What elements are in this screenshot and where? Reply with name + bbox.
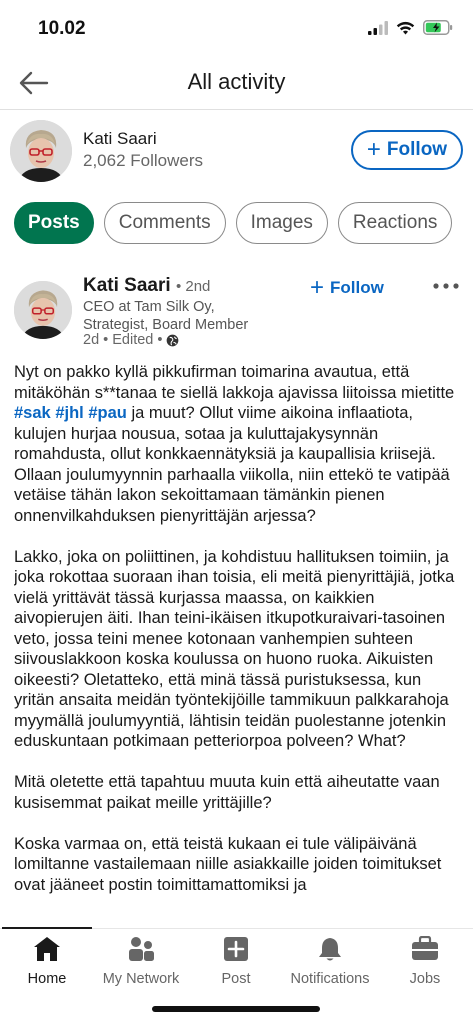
home-icon: [33, 936, 61, 962]
signal-icon: [368, 21, 388, 35]
page-title: All activity: [187, 69, 286, 94]
nav-label: Jobs: [409, 971, 441, 987]
post-meta: [83, 332, 179, 348]
nav-my-network[interactable]: [94, 935, 188, 987]
nav-label: Home: [27, 971, 67, 987]
status-icons: [368, 20, 453, 35]
post-timestamp: 2d • Edited •: [83, 332, 163, 348]
top-app-bar: [0, 56, 473, 110]
post-paragraph: Koska varmaa on, että teistä kukaan ei tule välipäivänä lomiltanne vastailemaan niille asiakkaille joiden toimitukset ovat jääneet postin toimittamattomiksi ja: [14, 834, 442, 894]
nav-post[interactable]: [189, 935, 283, 987]
active-nav-indicator: [2, 927, 92, 929]
post-paragraph: Mitä oletette että tapahtuu muuta kuin että aiheutatte vaan kusisemmat paikat meille yrittäjille?: [14, 773, 440, 812]
bell-icon: [317, 936, 343, 962]
globe-icon: [166, 334, 179, 347]
activity-tabs: [14, 202, 452, 246]
wifi-icon: [396, 21, 415, 35]
nav-label: Post: [221, 971, 251, 987]
nav-jobs[interactable]: [378, 935, 472, 987]
status-time: 10.02: [38, 18, 86, 39]
connection-degree: • 2nd: [175, 278, 211, 295]
more-options-button[interactable]: [431, 276, 461, 296]
follower-count: 2,062 Followers: [83, 151, 204, 170]
hashtag-link[interactable]: #sak: [14, 404, 51, 422]
nav-label: My Network: [102, 971, 180, 987]
tab-images[interactable]: Images: [236, 202, 328, 244]
nav-label: Notifications: [290, 971, 370, 987]
profile-name[interactable]: Kati Saari: [83, 129, 157, 148]
post-author-name: Kati Saari: [83, 275, 171, 296]
post-text: [14, 362, 462, 928]
follow-button[interactable]: [351, 130, 463, 170]
status-bar: [0, 0, 473, 56]
post-author-avatar[interactable]: [14, 281, 72, 339]
nav-home[interactable]: [0, 935, 94, 987]
plus-icon: +: [310, 274, 325, 301]
post-paragraph: Lakko, joka on poliittinen, ja kohdistuu hallituksen toimiin, ja joka rokottaa suoraan ihan toisia, eli meitä pienyrittäjiä, jotka vielä yrittävät tässä kurjassa maassa, on kaikkien aivopierujen äiti. Ihan teini-ikäisen itkupotkuraivari-tasoinen veto, jossa teini menee kotonaan vanhempien suhteen siivouslakkoon koska koulussa on huono ruoka. Aikuisten oikeesti? Oletatteko, että minä tässä puristuksessa, kun yritän ansaita meidän työntekijöille tammikuun palkkarahoja myymällä joulumyyntiä, lähtisin teidän puolestanne jotenkin eduskuntaan potkimaan petteriorpoa polveen? What?: [14, 547, 455, 750]
plus-icon: +: [366, 136, 381, 163]
tab-posts[interactable]: Posts: [14, 202, 94, 244]
post-author-line[interactable]: [83, 275, 210, 297]
profile-summary: [0, 110, 473, 192]
tab-comments[interactable]: Comments: [104, 202, 226, 244]
home-indicator: [152, 1006, 320, 1012]
hashtag-link[interactable]: #pau: [88, 404, 127, 422]
post-follow-label: Follow: [330, 278, 384, 297]
nav-notifications[interactable]: [283, 935, 377, 987]
post-paragraph: Nyt on pakko kyllä pikkufirman toimarina avautua, että mitäköhän s**tanaa te siellä lakkoja ajavissa liitoissa mietitte #sak #jhl #pau ja muut? Ollut viime aikoina inflaatiota, kulujen hurjaa nousua, sotaa ja kuluttajakysynnän romahdusta, ollut konkkaennätyksiä ja kaupallisia kriisejä. Ollaan joulumyynnin parhaalla viikolla, niin ettekö te vatipää vetäise tähän lakon sekoittamaan tämänkin pienen onnenvilkahduksen pienyrittäjän arjessa?: [14, 363, 455, 525]
battery-icon: [423, 20, 453, 35]
tab-reactions[interactable]: Reactions: [338, 202, 453, 244]
more-icon: [431, 276, 461, 296]
profile-avatar[interactable]: [10, 120, 72, 182]
post-follow-button[interactable]: [310, 276, 384, 300]
post-icon: [223, 936, 249, 962]
follow-label: Follow: [386, 139, 448, 160]
hashtag-link[interactable]: #jhl: [55, 404, 84, 422]
post-author-headline: CEO at Tam Silk Oy, Strategist, Board Member: [83, 299, 249, 333]
briefcase-icon: [411, 936, 439, 962]
network-icon: [127, 936, 155, 962]
